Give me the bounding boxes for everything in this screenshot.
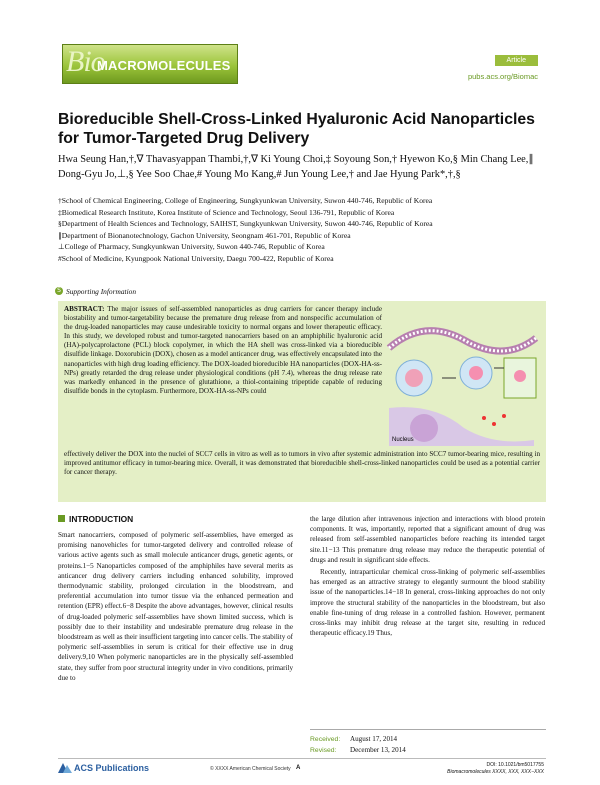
abstract-label: ABSTRACT: [64, 305, 105, 313]
abstract-text [64, 305, 382, 396]
supporting-info-link[interactable]: Supporting Information [66, 287, 137, 296]
paragraph: the large dilution after intravenous injection and interactions with blood protein components. It was, importantly, reported that a significant amount of drug was released from self-assembled nanoparticles before reaching its intended target site.11−13 This premature drug release may reduce the therapeutic potential of drugs and result in significant side effects. [310, 515, 545, 564]
affiliation: ‡Biomedical Research Institute, Korea Institute of Science and Technology, Seoul 136-791, Republic of Korea [58, 207, 395, 217]
doi-block [447, 762, 544, 776]
section-marker-icon [58, 515, 65, 522]
page-number: A [296, 765, 301, 771]
copyright: © XXXX American Chemical Society [210, 766, 291, 772]
article-dates [310, 734, 545, 756]
publisher-name: ACS Publications [74, 763, 150, 773]
graphic-label-nucleus: Nucleus [392, 437, 414, 443]
abstract-text-continued: effectively deliver the DOX into the nuclei of SCC7 cells in vitro as well as to tumors in vivo after systemic administration into SCC7 tumor-bearing mice, resulting in improved antitumor efficacy in tumor-bearing mice. Overall, it was demonstrated that bioreducible shell-cross-linked nanoparticles could be used as a potential carrier for cancer therapy. [64, 450, 540, 477]
affiliation: ∥Department of Bionanotechnology, Gachon University, Seongnam 461-701, Republic of Korea [58, 230, 351, 240]
paragraph: Recently, intraparticular chemical cross-linking of polymeric self-assemblies has emerged as an attractive strategy to elegantly surmount the blood stability issue of the nanoparticles.14−18 In general, cross-linking approaches do not only improve the structural stability of the nanoparticles in the bloodstream, but also enable fine-tuning of drug release in a controlled fashion. However, permanent cross-links may inhibit drug release at the target site, resulting in reduced therapeutic efficacy.19 Thus, [310, 568, 545, 638]
revised-date: December 13, 2014 [350, 746, 406, 754]
journal-url[interactable]: pubs.acs.org/Biomac [467, 72, 538, 81]
paragraph: Smart nanocarriers, composed of polymeric self-assemblies, have emerged as promising nanovehicles for tumor-targeted delivery and controlled release of various active agents such as small molecule anticancer drugs, genetic agents, or proteins.1−5 Nanoparticles composed of the amphiphiles have several merits as anticancer drug delivery carriers including enhanced solubility, improved thermodynamic stability, prolonged circulation in the bloodstream, and preferential accumulation into tumor tissue via the enhanced permeation and retention (EPR) effect.6−8 Despite the above advantages, however, clinical results of drug-loaded polymeric self-assemblies have shown limited success, which is possibly due to their instability and undesirable premature drug release in the bloodstream as well as their insufficient targeting into cancer cells. The stability of polymeric self-assemblies in serum is critical for their effective use in drug delivery.9,10 When polymeric nanoparticles are in the physically self-assembled state, they suffer from poor structural integrity under in vivo conditions, primarily due to [58, 531, 293, 682]
article-type-label: Article [495, 55, 538, 66]
toc-graphic [384, 308, 542, 446]
acs-logo-icon [58, 763, 72, 773]
divider [310, 729, 546, 730]
journal-logo-text: MACROMOLECULES [97, 58, 231, 73]
supporting-info-icon[interactable]: S [55, 287, 63, 295]
intro-right-column [310, 514, 545, 638]
revised-label: Revised: [310, 747, 337, 754]
received-date: August 17, 2014 [350, 735, 398, 743]
abstract-body: The major issues of self-assembled nanoparticles as drug carriers for cancer therapy include biostability and tumor-targetability because the premature drug release from and nonspecific accumulation of the drug-loaded nanoparticles may cause undesirable toxicity to normal organs and lower therapeutic efficacy. In this study, we developed robust and tumor-targeted nanocarriers based on an amphiphilic hyaluronic acid (HA)-polycaprolactone (PCL) block copolymer, in which the HA shell was cross-linked via a bioreducible disulfide linkage. Doxorubicin (DOX), chosen as a model anticancer drug, was effectively encapsulated into the nanoparticles with high drug loading efficiency. The DOX-loaded bioreducible HA nanoparticles (DOX-HA-ss-NPs) greatly retarded the drug release under physiological conditions (pH 7.4), whereas the drug release rate was markedly enhanced in the presence of glutathione, a thiol-containing tripeptide capable of reducing disulfide bonds in the cytoplasm. Furthermore, DOX-HA-ss-NPs could [64, 305, 382, 395]
doi[interactable]: DOI: 10.1021/bm5017755 [486, 762, 544, 768]
journal-logo-bio: Bio [66, 45, 105, 78]
author-list: Hwa Seung Han,†,∇ Thavasyappan Thambi,†,∇ Ki Young Choi,‡ Soyoung Son,† Hyewon Ko,§ Min Chang Lee,∥ Dong-Gyu Jo,⊥,§ Yee Soo Chae,# Young Mo Kang,# Jun Young Lee,† and Jae Hyung Park*,†,§ [58, 154, 534, 180]
affiliations [58, 195, 558, 264]
affiliation: #School of Medicine, Kyungpook National University, Daegu 700-422, Republic of Korea [58, 253, 334, 263]
section-heading-introduction: INTRODUCTION [69, 514, 134, 524]
affiliation: §Department of Health Sciences and Technology, SAIHST, Sungkyunkwan University, Suwon 440-746, Republic of Korea [58, 219, 433, 228]
paper-title: Bioreducible Shell-Cross-Linked Hyaluronic Acid Nanoparticles for Tumor-Targeted Drug Delivery [58, 111, 535, 147]
received-label: Received: [310, 736, 341, 743]
citation: Biomacromolecules XXXX, XXX, XXX−XXX [447, 769, 544, 775]
affiliation: †School of Chemical Engineering, College of Engineering, Sungkyunkwan University, Suwon 440-746, Republic of Korea [58, 196, 433, 205]
affiliation: ⊥College of Pharmacy, Sungkyunkwan University, Suwon 440-746, Republic of Korea [58, 242, 325, 251]
footer-divider [58, 758, 546, 759]
intro-left-column [58, 530, 293, 683]
